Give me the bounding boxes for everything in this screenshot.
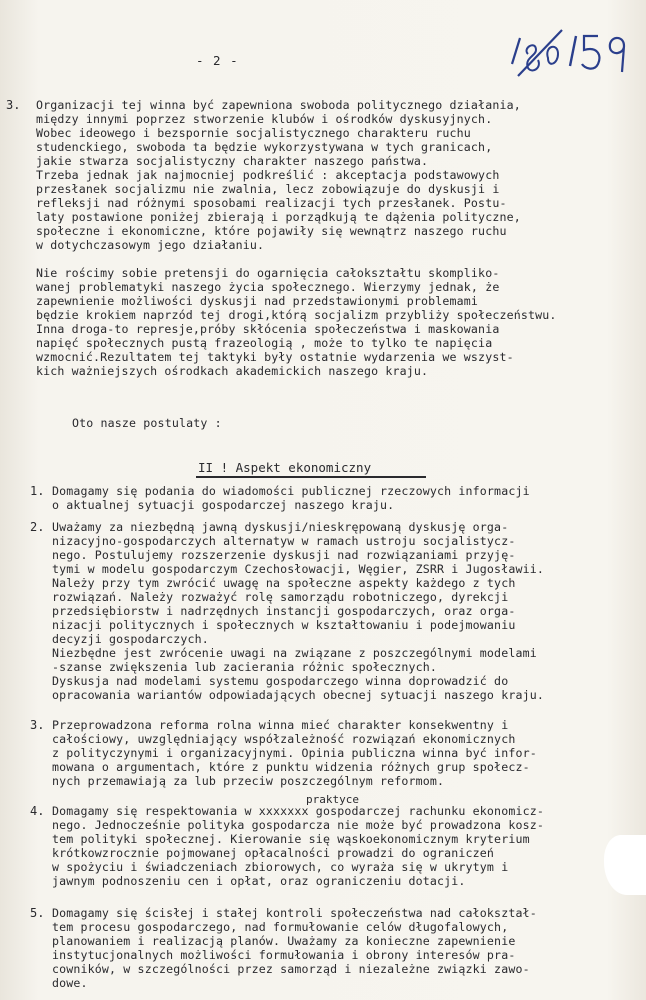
text-line: nizacji politycznych i społecznych w kształtowaniu i podejmowaniu <box>52 618 516 632</box>
text-line: nego. Postulujemy rozszerzenie dyskusji nad rozwiązaniami przyję- <box>52 548 516 562</box>
text-line: całościowy, uwzględniający współzależność rozwiązań ekonomicznych <box>52 732 516 746</box>
intro-number: 3. <box>6 98 21 112</box>
text-line: tem polityki społecznej. Kierowanie się wąskoekonomicznym kryterium <box>52 832 530 846</box>
text-line: Domagamy się respektowania w xxxxxxx gospodarczej rachunku ekonomicz- <box>52 804 544 818</box>
text-line: między innymi poprzez stworzenie klubów i ośrodków dyskusyjnych. <box>36 112 493 126</box>
text-line: tem procesu gospodarczego, nad formułowanie celów długofalowych, <box>52 920 509 934</box>
text-line: Nie rościmy sobie pretensji do ogarnięcia całokształtu skompliko- <box>36 266 500 280</box>
text-line: Należy przy tym zwrócić uwagę na społeczne aspekty każdego z tych <box>52 576 516 590</box>
text-line: Uważamy za niezbędną jawną dyskusji/nieskrępowaną dyskusję orga- <box>52 520 509 534</box>
text-line: studenckiego, swoboda ta będzie wykorzystywana w tych granicach, <box>36 140 493 154</box>
text-line: tymi w modelu gospodarczym Czechosłowacji, Węgier, ZSRR i Jugosławii. <box>52 562 544 576</box>
text-line: społeczne i ekonomiczne, które pojawiły się wewnątrz naszego ruchu <box>36 224 507 238</box>
text-line: dowe. <box>52 976 88 990</box>
item-number: 5. <box>30 906 45 920</box>
text-line: w dotychczasowym jego działaniu. <box>36 238 265 252</box>
item-number: 2. <box>30 520 45 534</box>
text-line: Niezbędne jest zwrócenie uwagi na związane z poszczególnymi modelami <box>52 646 537 660</box>
text-line: nych przemawiają za lub przeciw poszczególnym reformom. <box>52 774 445 788</box>
text-line: decyzji gospodarczych. <box>52 632 209 646</box>
text-line: krótkowzrocznie pojmowanej opłacalności prowadzi do ograniczeń <box>52 846 495 860</box>
torn-edge <box>604 835 646 895</box>
item-number: 4. <box>30 804 45 818</box>
item-number: 1. <box>30 484 45 498</box>
text-line: napięć społecznych pustą frazeologią , może to tylko te napięcia <box>36 336 493 350</box>
text-line: wanej problematyki naszego życia społecznego. Wierzymy jednak, że <box>36 280 500 294</box>
text-line: zapewnienie możliwości dyskusji nad przedstawionymi problemami <box>36 294 479 308</box>
text-line: o aktualnej sytuacji gospodarczej naszego kraju. <box>52 498 395 512</box>
text-line: w spożyciu i świadczeniach zbiorowych, co wyraża się w ukrytym i <box>52 860 509 874</box>
text-line: jakie stwarza socjalistyczny charakter naszego państwa. <box>36 154 429 168</box>
text-line: jawnym podnoszeniu cen i opłat, oraz ograniczeniu dotacji. <box>52 874 466 888</box>
section-heading: II ! Aspekt ekonomiczny <box>198 460 372 475</box>
text-line: opracowania wariantów odpowiadających obecnej sytuacji naszego kraju. <box>52 688 544 702</box>
text-line: mowana o argumentach, które z punktu widzenia różnych grup społecz- <box>52 760 530 774</box>
text-line: będzie krokiem naprzód tej drogi,którą socjalizm przybliży społeczeństwu. <box>36 308 557 322</box>
text-line: Wobec ideowego i bezspornie socjalistycznego charakteru ruchu <box>36 126 471 140</box>
handwritten-insert: praktyce <box>306 793 359 806</box>
text-line: przesłanek socjalizmu nie zwalnia, lecz zobowiązuje do dyskusji i <box>36 182 500 196</box>
text-line: wzmocnić.Rezultatem tej taktyki były ostatnie wydarzenia we wszyst- <box>36 350 514 364</box>
handwritten-page-number <box>506 24 636 84</box>
text-line: rozwiązań. Należy rozważyć rolę samorządu robotniczego, dyrekcji <box>52 590 509 604</box>
item-number: 3. <box>30 718 45 732</box>
text-line: refleksji nad różnymi sposobami realizacji tych przesłanek. Postu- <box>36 196 507 210</box>
text-line: laty postawione poniżej zbierają i porządkują te dążenia polityczne, <box>36 210 521 224</box>
text-line: instytucjonalnych możliwości formułowania i obrony interesów pra- <box>52 948 516 962</box>
postulates-intro: Oto nasze postulaty : <box>72 416 222 430</box>
text-line: Domagamy się podania do wiadomości publicznej rzeczowych informacji <box>52 484 530 498</box>
page-marker: - 2 - <box>196 53 239 68</box>
text-line: przedsiębiorstw i nadrzędnych instancji gospodarczych, oraz orga- <box>52 604 516 618</box>
text-line: Domagamy się ścisłej i stałej kontroli społeczeństwa nad całokształ- <box>52 906 537 920</box>
text-line: Przeprowadzona reforma rolna winna mieć charakter konsekwentny i <box>52 718 509 732</box>
text-line: -szanse zwiększenia lub zacierania różnic społecznych. <box>52 660 438 674</box>
text-line: Trzeba jednak jak najmocniej podkreślić : akceptacja podstawowych <box>36 168 500 182</box>
text-line: z polityczynymi i organizacyjnymi. Opinia publiczna winna być infor- <box>52 746 537 760</box>
text-line: nego. Jednocześnie polityka gospodarcza nie może być prowadzona kosz- <box>52 818 544 832</box>
text-line: kich ważniejszych ośrodkach akademickich naszego kraju. <box>36 364 429 378</box>
text-line: nizacyjno-gospodarczych alternatyw w ramach ustroju socjalistycz- <box>52 534 516 548</box>
text-line: Organizacji tej winna być zapewniona swoboda politycznego działania, <box>36 98 521 112</box>
text-line: planowaniem i realizacją planów. Uważamy za konieczne zapewnienie <box>52 934 516 948</box>
heading-underline <box>196 476 426 478</box>
text-line: Inna droga-to represje,próby skłócenia społeczeństwa i maskowania <box>36 322 500 336</box>
text-line: Dyskusja nad modelami systemu gospodarczego winna doprowadzić do <box>52 674 509 688</box>
text-line: cowników, w szczególności przez samorząd i niezależne związki zawo- <box>52 962 530 976</box>
